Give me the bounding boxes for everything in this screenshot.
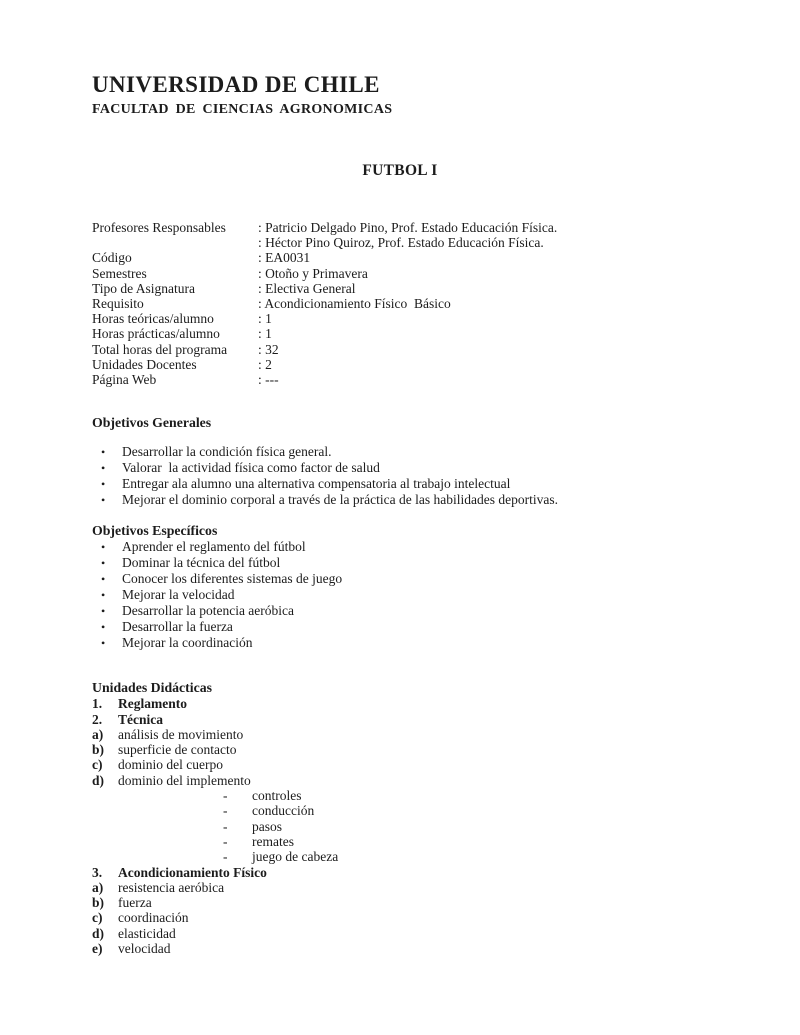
list-item [92,895,740,910]
list-item [92,696,740,711]
bullet-marker: • [101,540,106,555]
info-row-label: Horas teóricas/alumno [92,311,214,327]
university-name: UNIVERSIDAD DE CHILE [92,72,380,97]
list-marker: b) [92,895,105,911]
bullet-marker: • [101,556,106,571]
bullet-item [92,619,740,635]
bullet-item [92,444,740,460]
bullet-item-text: Mejorar la coordinación [122,635,253,651]
bullet-item-text: Mejorar la velocidad [122,587,235,603]
dash-marker: - [223,849,228,865]
list-item [92,757,740,772]
list-item [92,819,740,834]
bullet-item-text: Desarrollar la condición física general. [122,444,332,460]
info-row-value: : 32 [258,341,279,357]
info-row [92,372,740,387]
bullet-marker: • [101,620,106,635]
list-item-text: coordinación [118,910,189,926]
list-item-text: resistencia aeróbica [118,879,225,895]
list-marker: d) [92,925,105,941]
info-row-value: : 1 [258,326,272,342]
bullet-marker: • [101,572,106,587]
info-row-label: Horas prácticas/alumno [92,326,220,342]
list-item [92,865,740,880]
list-item-text: Técnica [118,711,163,727]
list-marker: a) [92,726,104,742]
info-row [92,220,740,235]
list-item [92,849,740,864]
list-marker: e) [92,940,103,956]
list-item [92,773,740,788]
info-row-value: : Otoño y Primavera [258,265,368,281]
list-item [92,926,740,941]
list-marker: a) [92,879,104,895]
dash-marker: - [223,818,228,834]
list-item-text: Reglamento [118,696,187,712]
info-row [92,266,740,281]
list-item [92,742,740,757]
info-row-value: : 1 [258,311,272,327]
info-row-label: Página Web [92,372,157,388]
info-row-value: : 2 [258,356,272,372]
bullet-marker: • [101,461,106,476]
info-row-value: : Patricio Delgado Pino, Prof. Estado Educación Física. [258,220,558,235]
unidades-didacticas-heading: Unidades Didácticas [92,680,212,696]
info-row-label: Tipo de Asignatura [92,280,196,296]
course-info [92,220,740,387]
bullet-item [92,492,740,508]
list-item [92,834,740,849]
course-title: FUTBOL I [362,162,438,179]
info-row [92,357,740,372]
list-item-text: superficie de contacto [118,742,237,758]
info-row-value: : Héctor Pino Quiroz, Prof. Estado Educación Física. [258,235,544,251]
bullet-marker: • [101,588,106,603]
document-header [92,72,740,118]
dash-marker: - [223,803,228,819]
list-marker: 3. [92,864,103,880]
info-row-label: Unidades Docentes [92,356,197,372]
bullet-item-text: Conocer los diferentes sistemas de juego [122,571,343,587]
bullet-item [92,587,740,603]
info-row [92,326,740,341]
objetivos-generales-heading: Objetivos Generales [92,415,212,431]
info-row [92,311,740,326]
bullet-marker: • [101,493,106,508]
bullet-item-text: Valorar la actividad física como factor de salud [122,460,380,476]
dash-marker: - [223,788,228,804]
info-row-label: Requisito [92,296,144,312]
list-item [92,941,740,956]
objetivos-especificos-heading: Objetivos Específicos [92,523,218,539]
list-item-text: conducción [252,803,315,819]
list-item-text: fuerza [118,895,152,911]
info-row-label: Semestres [92,265,147,281]
bullet-marker: • [101,636,106,651]
list-item [92,803,740,818]
info-row-label [92,235,258,250]
info-row-label: Total horas del programa [92,341,228,357]
list-item [92,727,740,742]
list-item [92,788,740,803]
list-item-text: análisis de movimiento [118,726,244,742]
bullet-item [92,460,740,476]
bullet-item [92,539,740,555]
info-row-value: : Acondicionamiento Físico Básico [258,296,451,312]
list-item-text: dominio del cuerpo [118,757,223,773]
list-marker: 2. [92,711,103,727]
info-row [92,281,740,296]
info-row-label: Profesores Responsables [92,220,226,235]
bullet-item [92,603,740,619]
unidades-didacticas-section [92,680,740,956]
info-row [92,250,740,265]
bullet-marker: • [101,604,106,619]
bullet-item [92,555,740,571]
list-item [92,712,740,727]
bullet-item-text: Desarrollar la fuerza [122,619,233,635]
list-marker: d) [92,772,105,788]
list-item [92,880,740,895]
list-item-text: controles [252,788,302,804]
objetivos-generales-section [92,415,740,508]
list-marker: c) [92,757,103,773]
list-item-text: dominio del implemento [118,772,251,788]
list-item-text: remates [252,833,294,849]
list-item-text: velocidad [118,940,171,956]
list-marker: c) [92,910,103,926]
list-item-text: Acondicionamiento Físico [118,864,267,880]
info-row-value: : Electiva General [258,280,356,296]
info-row [92,342,740,357]
bullet-item-text: Dominar la técnica del fútbol [122,555,281,571]
bullet-item [92,476,740,492]
list-item [92,910,740,925]
bullet-item-text: Desarrollar la potencia aeróbica [122,603,295,619]
info-row-value: : EA0031 [258,250,311,266]
bullet-item-text: Entregar ala alumno una alternativa compensatoria al trabajo intelectual [122,476,511,492]
bullet-item [92,571,740,587]
list-item-text: elasticidad [118,925,176,941]
bullet-item-text: Aprender el reglamento del fútbol [122,539,306,555]
list-marker: b) [92,742,105,758]
info-row-value: : --- [258,372,279,388]
bullet-item-text: Mejorar el dominio corporal a través de la práctica de las habilidades deportivas. [122,492,558,508]
faculty-name: FACULTAD DE CIENCIAS AGRONOMICAS [92,102,393,117]
info-row [92,235,740,250]
bullet-marker: • [101,445,106,460]
objetivos-especificos-section [92,523,740,651]
bullet-item [92,635,740,651]
dash-marker: - [223,833,228,849]
bullet-marker: • [101,477,106,492]
list-marker: 1. [92,696,103,712]
info-row-label: Código [92,250,132,266]
list-item-text: juego de cabeza [252,849,339,865]
info-row [92,296,740,311]
list-item-text: pasos [252,818,282,834]
